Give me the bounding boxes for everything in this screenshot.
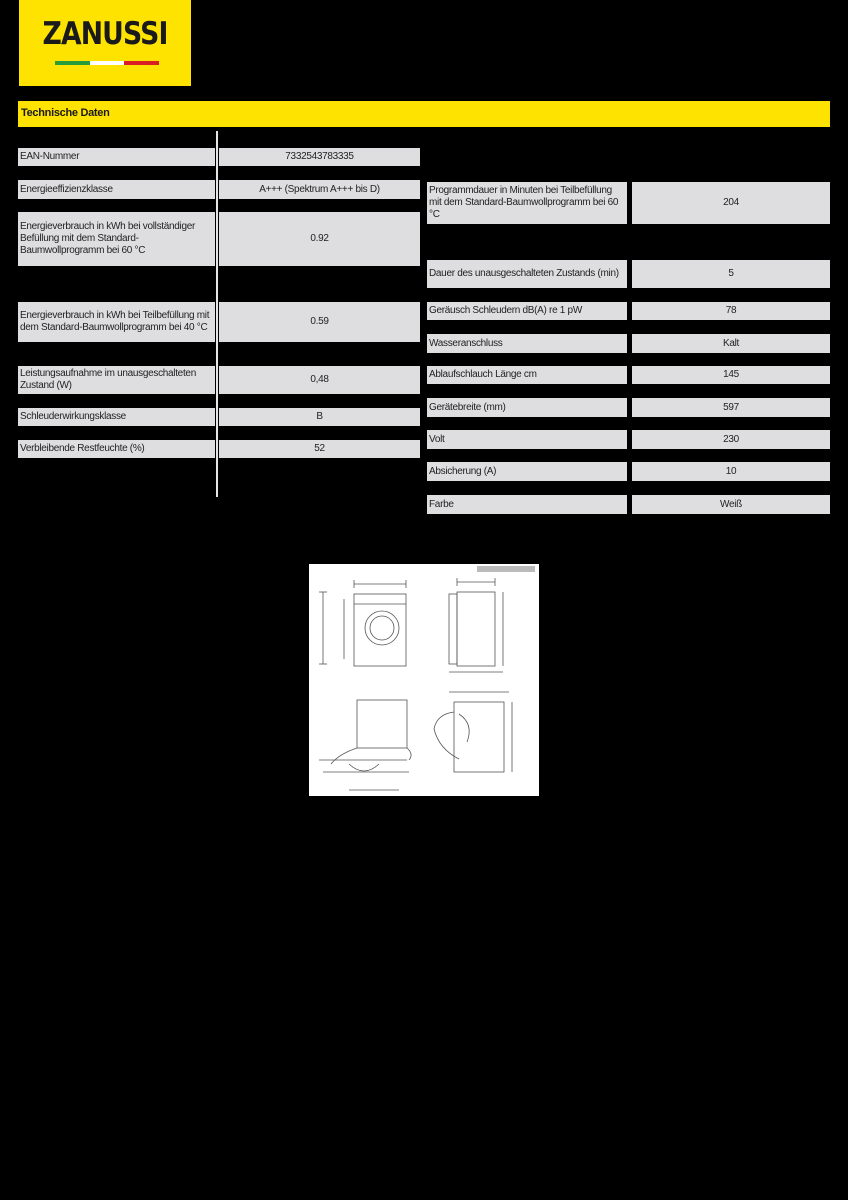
brand-stripe [55,61,159,65]
column-divider [216,131,218,497]
spec-value: 0.92 [219,212,420,266]
section-title: Technische Daten [21,107,110,119]
dimension-drawing [309,564,539,796]
spec-value: 204 [632,182,830,224]
spec-value: 5 [632,260,830,288]
spec-label: Programmdauer in Minuten bei Teilbefüllung mit dem Standard-Baumwollprogramm bei 60 °C [427,182,627,224]
stripe-green [55,61,90,65]
spec-label: Schleuderwirkungsklasse [18,408,215,426]
spec-value: Kalt [632,334,830,353]
spec-label: Dauer des unausgeschalteten Zustands (min) [427,260,627,288]
stripe-white [90,61,125,65]
spec-label: Energieeffizienzklasse [18,180,215,199]
spec-label: Energieverbrauch in kWh bei vollständiger Befüllung mit dem Standard-Baumwollprogramm bei 60 °C [18,212,215,266]
spec-value: 145 [632,366,830,384]
stripe-red [124,61,159,65]
spec-value: 597 [632,398,830,417]
spec-value: 7332543783335 [219,148,420,166]
spec-label: Volt [427,430,627,449]
brand-name: ZANUSSI [42,16,168,52]
washing-machine-dimension-drawing [309,564,539,796]
spec-label: EAN-Nummer [18,148,215,166]
spec-label: Ablaufschlauch Länge cm [427,366,627,384]
spec-value: 78 [632,302,830,320]
section-title-bar [18,101,830,127]
spec-value: 230 [632,430,830,449]
spec-value: 0.59 [219,302,420,342]
spec-label: Verbleibende Restfeuchte (%) [18,440,215,458]
spec-label: Farbe [427,495,627,514]
spec-label: Wasseranschluss [427,334,627,353]
spec-label: Energieverbrauch in kWh bei Teilbefüllung mit dem Standard-Baumwollprogramm bei 40 °C [18,302,215,342]
brand-logo [19,0,191,86]
spec-value: B [219,408,420,426]
spec-value: A+++ (Spektrum A+++ bis D) [219,180,420,199]
spec-value: 52 [219,440,420,458]
spec-label: Gerätebreite (mm) [427,398,627,417]
spec-value: 10 [632,462,830,481]
spec-label: Geräusch Schleudern dB(A) re 1 pW [427,302,627,320]
spec-value: 0,48 [219,366,420,394]
spec-value: Weiß [632,495,830,514]
spec-label: Leistungsaufnahme im unausgeschalteten Zustand (W) [18,366,215,394]
spec-label: Absicherung (A) [427,462,627,481]
